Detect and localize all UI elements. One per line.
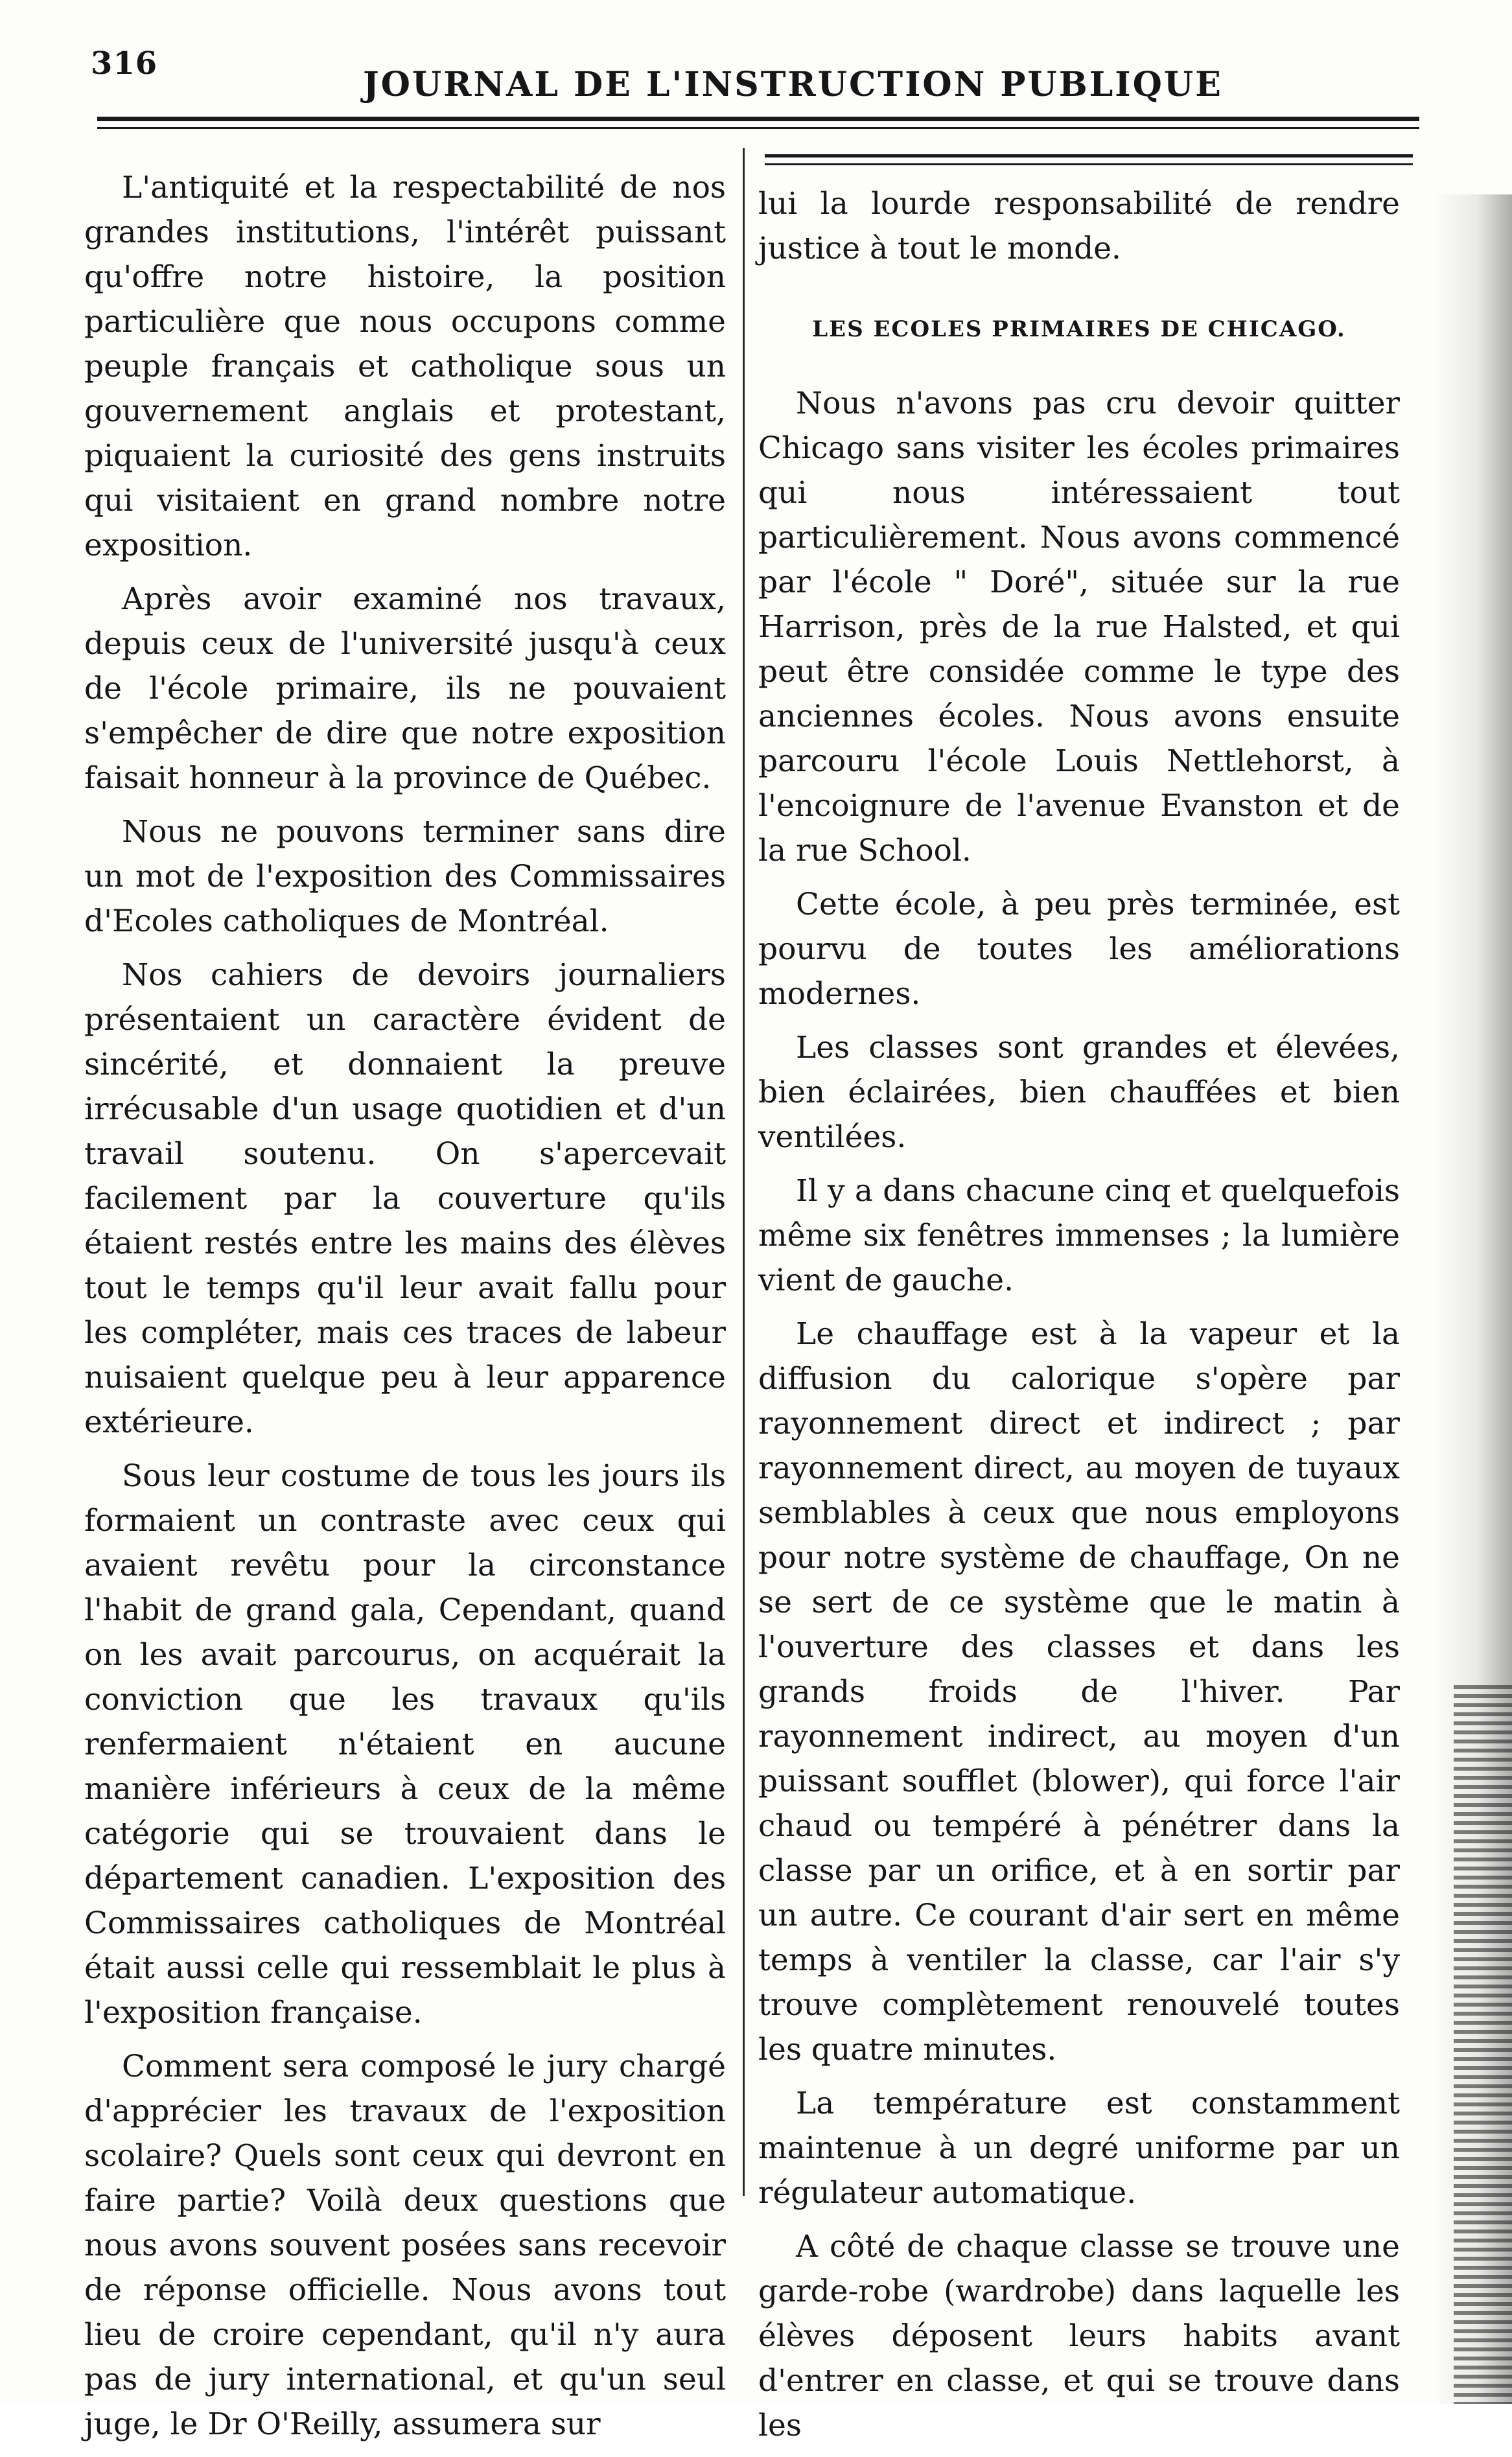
left-column xyxy=(84,165,726,2456)
header-rule-thick xyxy=(97,117,1419,121)
right-column xyxy=(758,181,1400,2457)
right-paragraph-6: La température est constamment maintenue à un degré uniforme par un régulateur automatique. xyxy=(758,2086,1400,2211)
right-paragraph-7: A côté de chaque classe se trouve une garde-robe (wardrobe) dans laquelle les élèves déposent leurs habits avant d'entrer en classe, et qui se trouve dans les xyxy=(758,2229,1400,2443)
right-paragraph-3: Les classes sont grandes et élevées, bien éclairées, bien chauffées et bien ventilées. xyxy=(758,1030,1400,1155)
column-divider xyxy=(743,148,745,2196)
right-paragraph-4: Il y a dans chacune cinq et quelquefois même six fenêtres immenses ; la lumière vient de gauche. xyxy=(758,1173,1400,1298)
section-heading: LES ECOLES PRIMAIRES DE CHICAGO. xyxy=(812,316,1346,342)
left-paragraph-5: Sous leur costume de tous les jours ils formaient un contraste avec ceux qui avaient revêtu pour la circonstance l'habit de grand gala, Cependant, quand on les avait parcourus, on acquérait la conviction que les travaux qu'ils renfermaient n'étaient en aucune manière inférieurs à ceux de la même catégorie qui se trouvaient dans le département canadien. L'exposition des Commissaires catholiques de Montréal était aussi celle qui ressemblait le plus à l'exposition française. xyxy=(84,1458,726,2031)
right-continuation: lui la lourde responsabilité de rendre justice à tout le monde. xyxy=(758,186,1400,266)
right-paragraph-1: Nous n'avons pas cru devoir quitter Chicago sans visiter les écoles primaires qui nous intéressaient tout particulièrement. Nous avons commencé par l'école " Doré", située sur la rue Harrison, près de la rue Halsted, et qui peut être considée comme le type des anciennes écoles. Nous avons ensuite parcouru l'école Louis Nettlehorst, à l'encoignure de l'avenue Evanston et de la rue School. xyxy=(758,386,1400,868)
left-paragraph-6: Comment sera composé le jury chargé d'apprécier les travaux de l'exposition scolaire? Quels sont ceux qui devront en faire partie? Voilà deux questions que nous avons souvent posées sans recevoir de réponse officielle. Nous avons tout lieu de croire cependant, qu'il n'y aura pas de jury international, et qu'un seul juge, le Dr O'Reilly, assumera sur xyxy=(84,2049,726,2442)
left-paragraph-2: Après avoir examiné nos travaux, depuis ceux de l'université jusqu'à ceux de l'école primaire, ils ne pouvaient s'empêcher de dire que notre exposition faisait honneur à la province de Québec. xyxy=(84,581,726,796)
right-paragraph-5: Le chauffage est à la vapeur et la diffusion du calorique s'opère par rayonnement direct et indirect ; par rayonnement direct, au moyen de tuyaux semblables à ceux que nous employons pour notre système de chauffage, On ne se sert de ce système que le matin à l'ouverture des classes et dans les grands froids de l'hiver. Par rayonnement indirect, au moyen d'un puissant soufflet (blower), qui force l'air chaud ou tempéré à pénétrer dans la classe par un orifice, et à en sortir par un autre. Ce courant d'air sert en même temps à ventiler la classe, car l'air s'y trouve complètement renouvelé toutes les quatre minutes. xyxy=(758,1316,1400,2067)
left-paragraph-1: L'antiquité et la respectabilité de nos grandes institutions, l'intérêt puissant qu'offre notre histoire, la position particulière que nous occupons comme peuple français et catholique sous un gouvernement anglais et protestant, piquaient la curiosité des gens instruits qui visitaient en grand nombre notre exposition. xyxy=(84,170,726,563)
left-paragraph-4: Nos cahiers de devoirs journaliers présentaient un caractère évident de sincérité, et donnaient la preuve irrécusable d'un usage quotidien et d'un travail soutenu. On s'apercevait facilement par la couverture qu'ils étaient restés entre les mains des élèves tout le temps qu'il leur avait fallu pour les compléter, mais ces traces de labeur nuisaient quelque peu à leur apparence extérieure. xyxy=(84,957,726,1440)
page-number: 316 xyxy=(91,45,158,82)
column-rule-thin xyxy=(765,163,1413,165)
running-head-title: JOURNAL DE L'INSTRUCTION PUBLIQUE xyxy=(363,65,1223,104)
column-rule-thick xyxy=(765,154,1413,157)
left-paragraph-3: Nous ne pouvons terminer sans dire un mot de l'exposition des Commissaires d'Ecoles catholiques de Montréal. xyxy=(84,814,726,939)
page-edge-binding xyxy=(1454,1685,1512,2404)
right-paragraph-2: Cette école, à peu près terminée, est pourvu de toutes les améliorations modernes. xyxy=(758,887,1400,1012)
header-rule-thin xyxy=(97,127,1419,129)
